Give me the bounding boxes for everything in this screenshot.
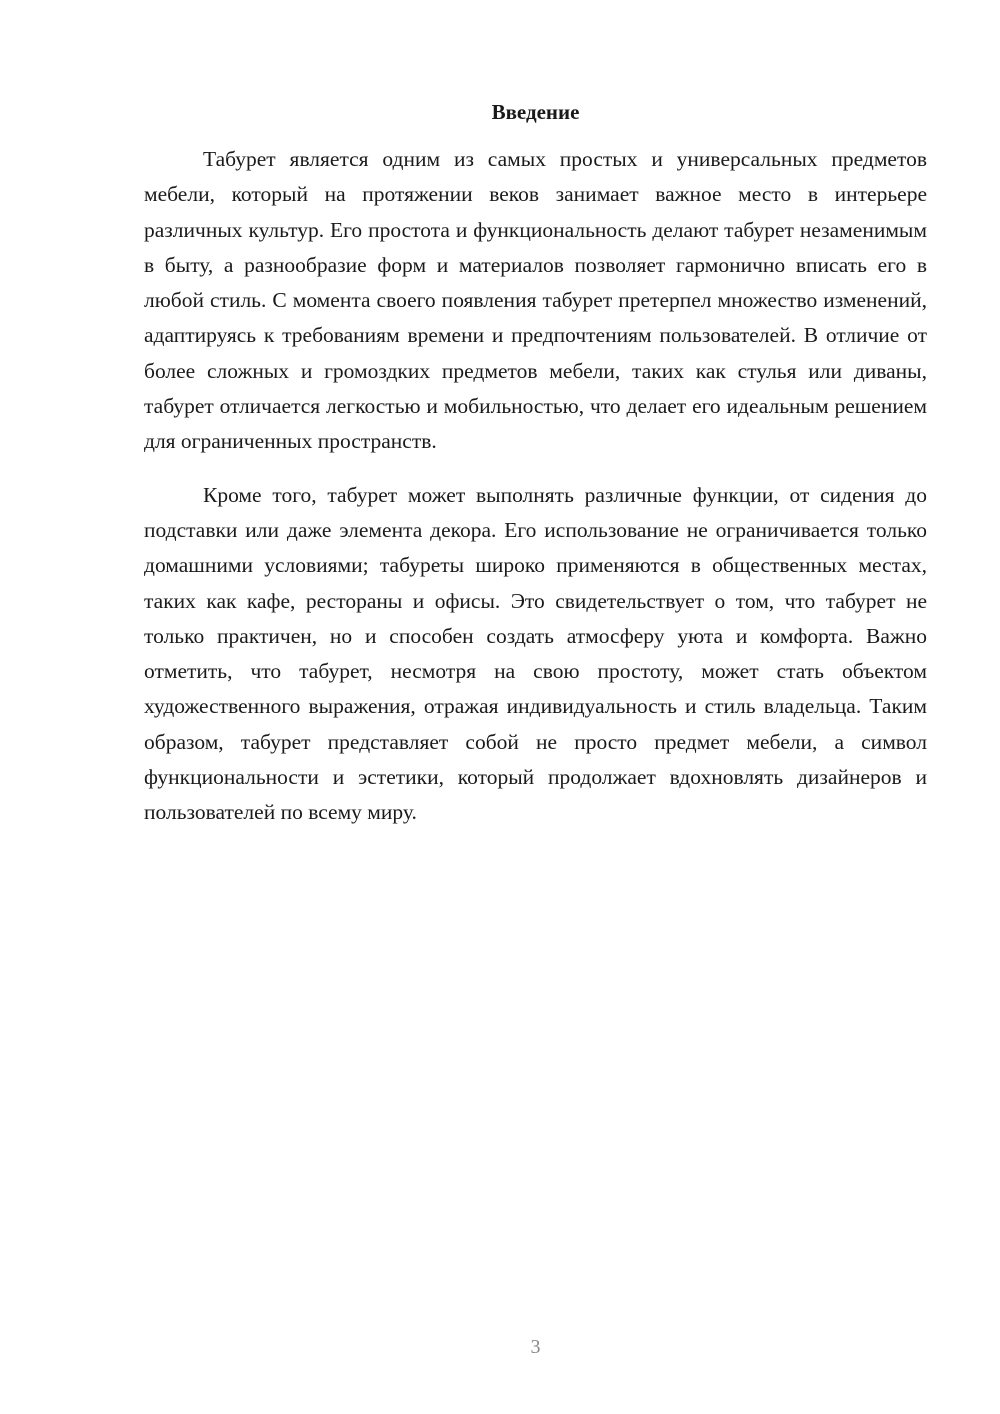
page-number: 3 <box>530 1336 541 1358</box>
section-heading: Введение <box>491 100 580 124</box>
paragraph-1: Табурет является одним из самых простых и универсальных предметов мебели, который на протяжении веков занимает важное место в интерьере различных культур. Его простота и функциональность делают табурет незаменимым в быту, а разнообразие форм и материалов позволяет гармонично вписать его в любой стиль. С момента своего появления табурет претерпел множество изменений, адаптируясь к требованиям времени и предпочтениям пользователей. В отличие от более сложных и громоздких предметов мебели, таких как стулья или диваны, табурет отличается легкостью и мобильностью, что делает его идеальным решением для ограниченных пространств. <box>144 147 927 454</box>
body-text <box>144 142 927 831</box>
paragraph-2: Кроме того, табурет может выполнять различные функции, от сидения до подставки или даже элемента декора. Его использование не ограничивается только домашними условиями; табуреты широко применяются в общественных местах, таких как кафе, рестораны и офисы. Это свидетельствует о том, что табурет не только практичен, но и способен создать атмосферу уюта и комфорта. Важно отметить, что табурет, несмотря на свою простоту, может стать объектом художественного выражения, отражая индивидуальность и стиль владельца. Таким образом, табурет представляет собой не просто предмет мебели, а символ функциональности и эстетики, который продолжает вдохновлять дизайнеров и пользователей по всему миру. <box>144 482 927 825</box>
